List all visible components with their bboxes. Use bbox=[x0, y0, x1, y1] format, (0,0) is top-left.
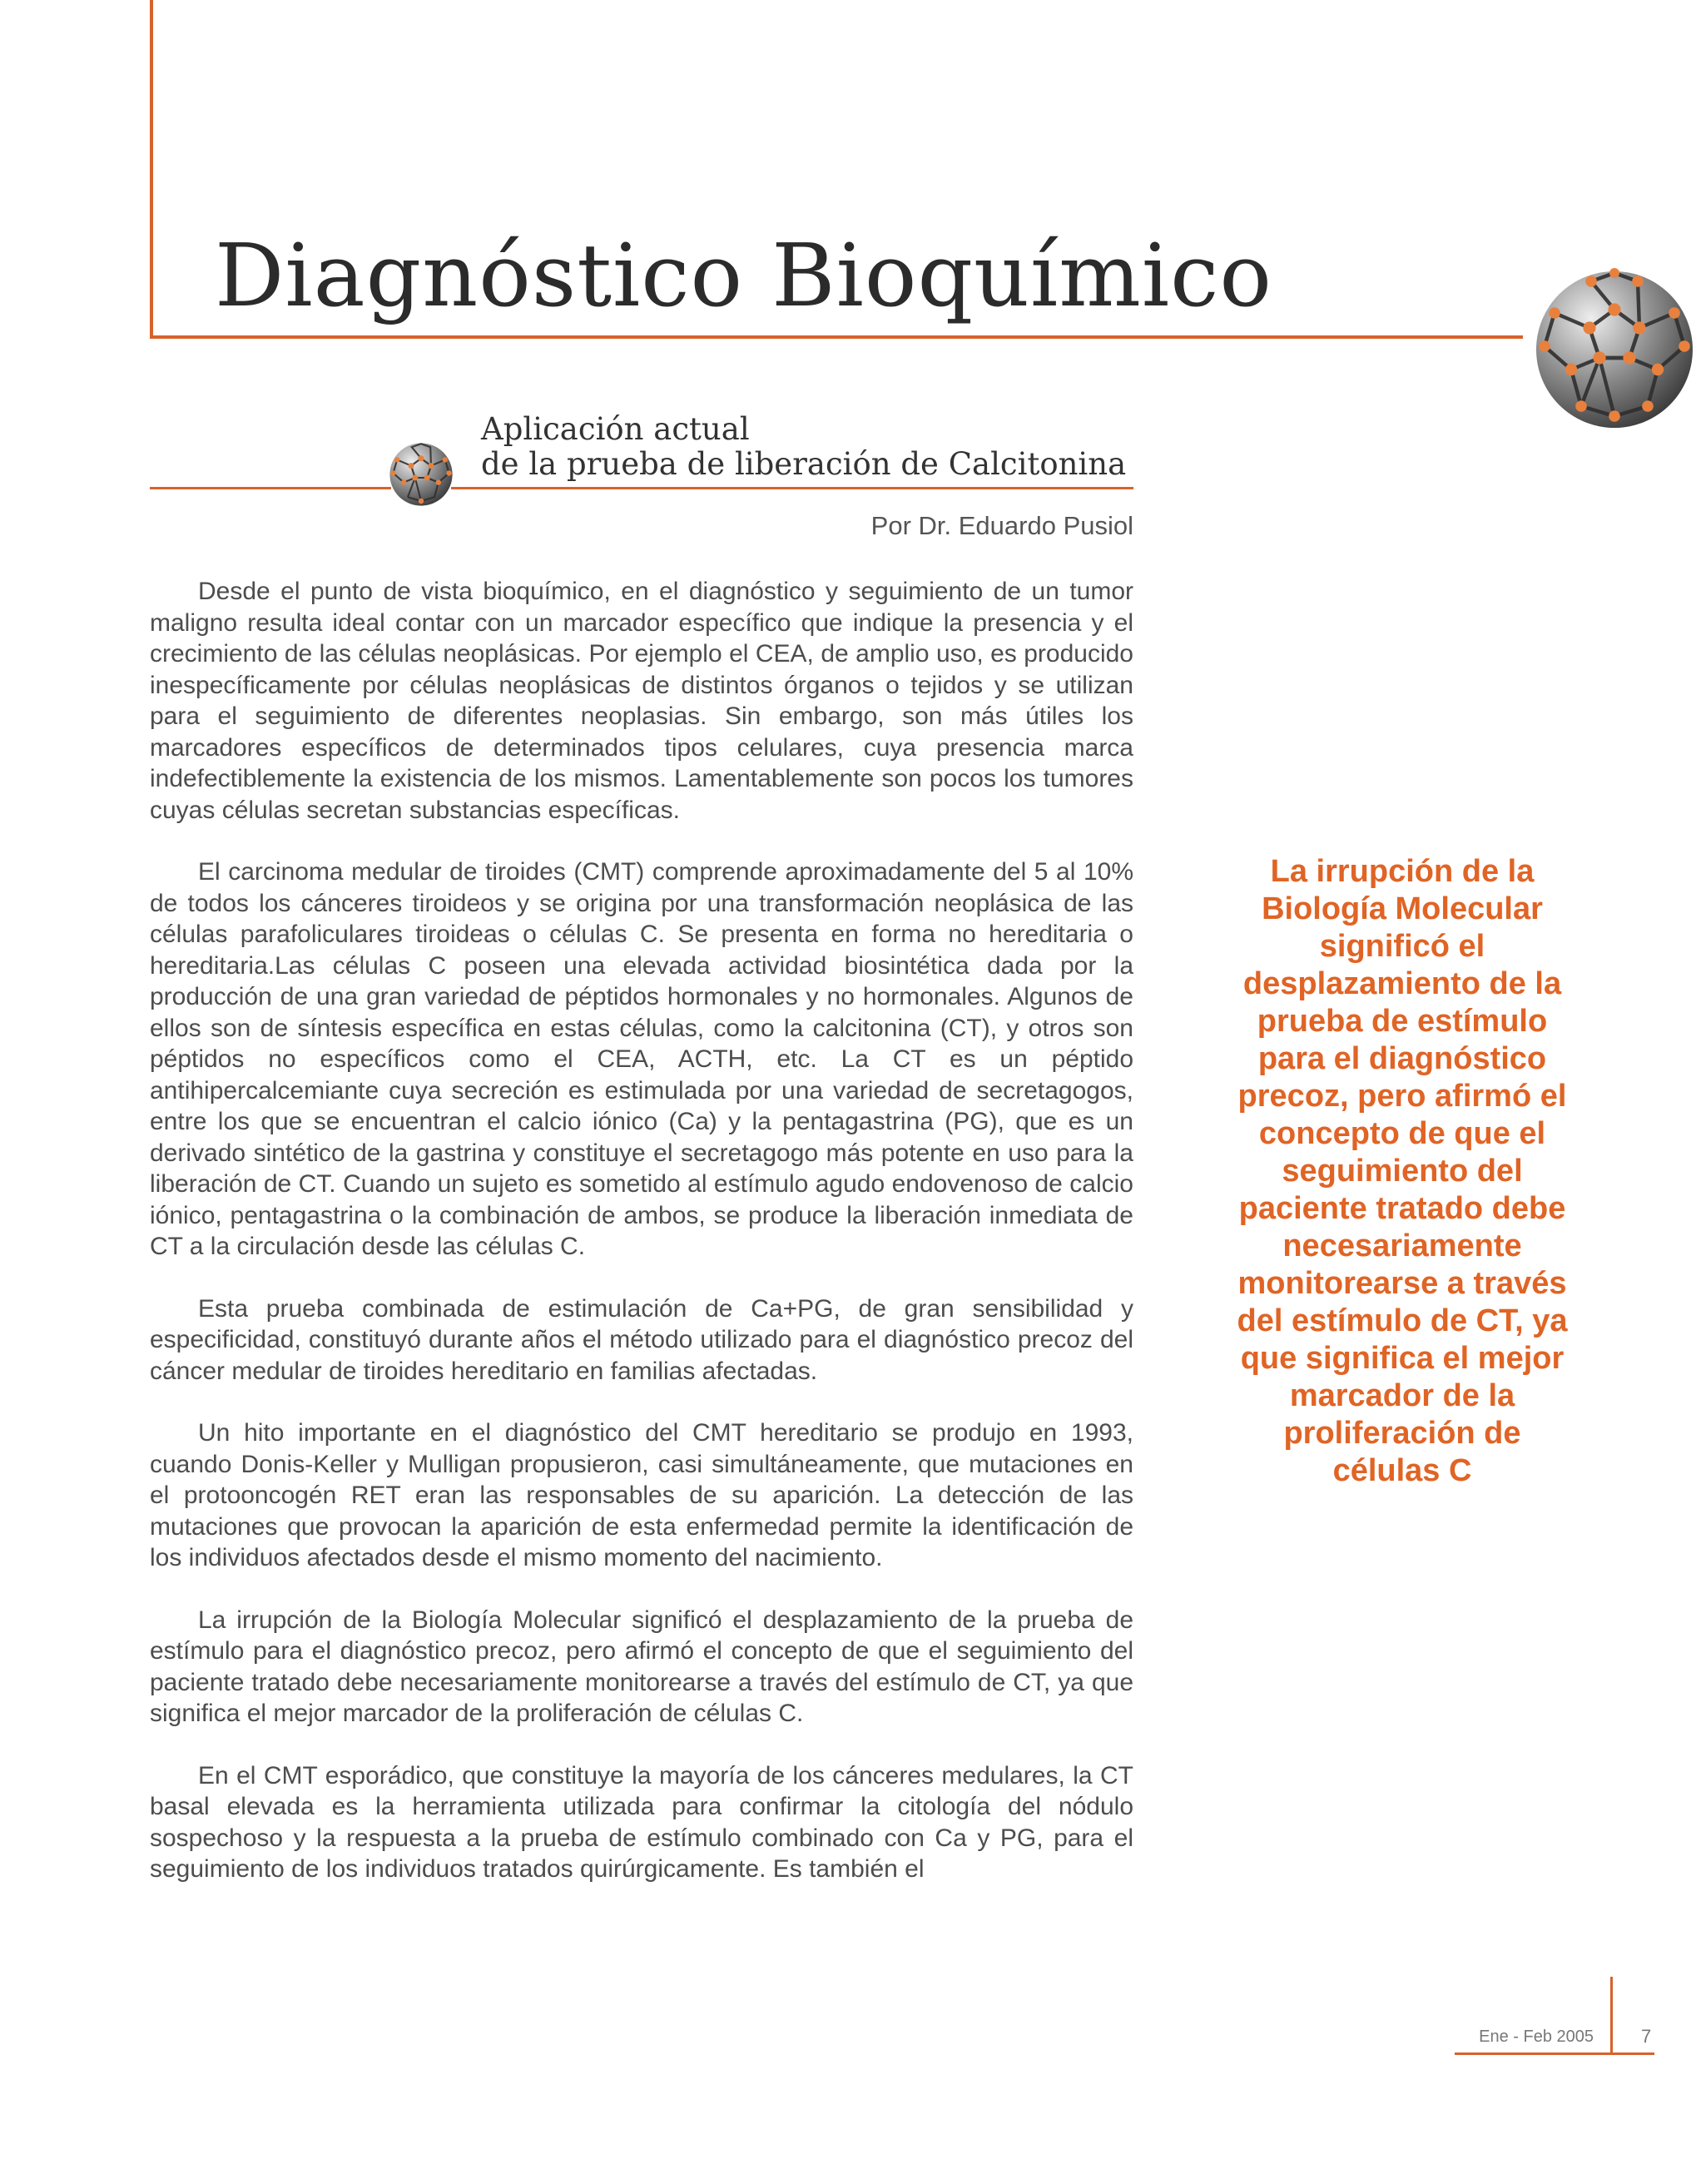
paragraph: El carcinoma medular de tiroides (CMT) comprende aproximadamente del 5 al 10% de todos los cánceres tiroideos y se origina por una transformación neoplásica de las células parafoliculares tiroideas o células C. Se presenta en forma no hereditaria o hereditaria.Las células C poseen una elevada actividad biosintética dada por la producción de una gran variedad de péptidos hormonales y no hormonales. Algunos de ellos son de síntesis específica en estas células, como la calcitonina (CT), y otros son péptidos no específicos como el CEA, ACTH, etc. La CT es un péptido antihipercalcemiante cuya secreción es estimulada por una variedad de secretagogos, entre los que se encuentran el calcio iónico (Ca) y la pentagastrina (PG), que es un derivado sintético de la gastrina y constituye el secretagogo más potente en uso para la liberación de CT. Cuando un sujeto es sometido al estímulo agudo endovenoso de calcio iónico, pentagastrina o la combinación de ambos, se produce la liberación inmediata de CT a la circulación desde las células C. bbox=[150, 858, 1133, 1260]
pull-quote-line: marcador de la bbox=[1289, 1378, 1515, 1413]
paragraph: Esta prueba combinada de estimulación de Ca+PG, de gran sensibilidad y especificidad, constituyó durante años el método utilizado para el diagnóstico precoz del cáncer medular de tiroides hereditario en familias afectadas. bbox=[150, 1294, 1133, 1385]
pull-quote-line: paciente tratado debe bbox=[1238, 1191, 1566, 1226]
author-byline: Por Dr. Eduardo Pusiol bbox=[870, 511, 1133, 540]
subtitle-line-2: de la prueba de liberación de Calcitonina bbox=[481, 446, 1127, 482]
paragraph: Desde el punto de vista bioquímico, en el diagnóstico y seguimiento de un tumor maligno resulta ideal contar con un marcador específico que indique la presencia y el crecimiento de las células neoplásicas. Por ejemplo el CEA, de amplio uso, es producido inespecíficamente por células neoplásicas de distintos órganos o tejidos y se utilizan para el seguimiento de diferentes neoplasias. Sin embargo, son más útiles los marcadores específicos de determinados tipos celulares, cuya presencia marca indefectiblemente la existencia de los mismos. Lamentablemente son pocos los tumores cuyas células secretan substancias específicas. bbox=[150, 578, 1133, 824]
pull-quote-line: significó el bbox=[1319, 929, 1485, 964]
pull-quote-line: monitorearse a través bbox=[1237, 1266, 1567, 1301]
article-subtitle bbox=[481, 412, 1126, 482]
article-body bbox=[150, 576, 1133, 1916]
pull-quote-line: que significa el mejor bbox=[1240, 1341, 1565, 1376]
pull-quote bbox=[1215, 853, 1589, 1490]
pull-quote-line: para el diagnóstico bbox=[1257, 1041, 1547, 1076]
fullerene-molecule-icon bbox=[1531, 266, 1696, 433]
pull-quote-line: proliferación de bbox=[1283, 1416, 1521, 1451]
subtitle-line-1: Aplicación actual bbox=[481, 411, 750, 447]
page-number: 7 bbox=[1641, 2026, 1652, 2047]
issue-date: Ene - Feb 2005 bbox=[1479, 2028, 1594, 2046]
pull-quote-line: seguimiento del bbox=[1282, 1154, 1523, 1189]
page-title: Diagnóstico Bioquímico bbox=[215, 225, 1273, 326]
title-underline bbox=[150, 335, 1523, 339]
subtitle-rule-right bbox=[451, 487, 1133, 489]
pull-quote-line: del estímulo de CT, ya bbox=[1237, 1303, 1568, 1338]
paragraph: En el CMT esporádico, que constituye la mayoría de los cánceres medulares, la CT basal elevada es la herramienta utilizada para confirmar la citología del nódulo sospechoso y la respuesta a la prueba de estímulo combinado con Ca y PG, para el seguimiento de los individuos tratados quirúrgicamente. Es también el bbox=[150, 1761, 1133, 1883]
pull-quote-line: desplazamiento de la bbox=[1242, 966, 1562, 1001]
footer-rule-vertical bbox=[1610, 1977, 1613, 2053]
pull-quote-line: precoz, pero afirmó el bbox=[1237, 1079, 1567, 1114]
vertical-rule-top bbox=[150, 0, 153, 339]
pull-quote-line: concepto de que el bbox=[1258, 1116, 1546, 1151]
paragraph: Un hito importante en el diagnóstico del CMT hereditario se produjo en 1993, cuando Donis-Keller y Mulligan propusieron, casi simultáneamente, que mutaciones en el protooncogén RET eran las responsables de su aparición. La detección de las mutaciones que provocan la aparición de esta enfermedad permite la identificación de los individuos afectados desde el mismo momento del nacimiento. bbox=[150, 1419, 1133, 1571]
pull-quote-line: células C bbox=[1332, 1453, 1472, 1488]
pull-quote-line: La irrupción de la bbox=[1270, 854, 1535, 889]
pull-quote-line: prueba de estímulo bbox=[1257, 1004, 1548, 1039]
pull-quote-line: necesariamente bbox=[1282, 1228, 1522, 1263]
subtitle-rule-left bbox=[150, 487, 391, 489]
fullerene-molecule-icon bbox=[388, 441, 454, 508]
pull-quote-line: Biología Molecular bbox=[1262, 891, 1543, 926]
paragraph: La irrupción de la Biología Molecular significó el desplazamiento de la prueba de estímulo para el diagnóstico precoz, pero afirmó el concepto de que el seguimiento del paciente tratado debe necesariamente monitorearse a través del estímulo de CT, ya que significa el mejor marcador de la proliferación de células C. bbox=[150, 1606, 1133, 1727]
footer-rule-horizontal bbox=[1455, 2052, 1654, 2055]
